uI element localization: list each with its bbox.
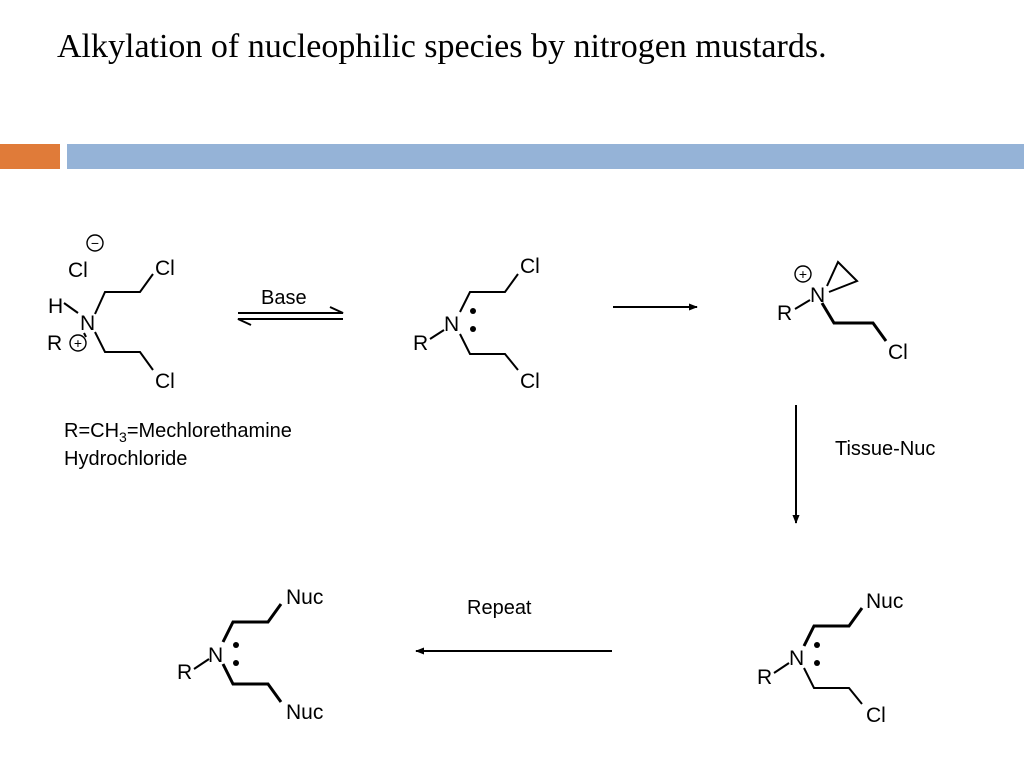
- atom-label-r: R: [47, 332, 63, 355]
- atom-label-nuc-upper: Nuc: [286, 586, 324, 609]
- atom-label-r: R: [777, 302, 793, 325]
- atom-label-cl: Cl: [888, 341, 908, 364]
- molecule-mechlorethamine-hcl: [47, 235, 175, 393]
- arrow-label-base: Base: [261, 287, 307, 309]
- atom-label-r: R: [757, 666, 773, 689]
- atom-label-r: R: [177, 661, 193, 684]
- atom-label-cl-lower: Cl: [520, 370, 540, 393]
- molecule-crosslinked: [177, 586, 323, 724]
- lone-pair-dot: [233, 642, 239, 648]
- atom-label-n: N: [810, 284, 826, 307]
- lone-pair-dot: [470, 326, 476, 332]
- lone-pair-dot: [233, 660, 239, 666]
- atom-label-cl: Cl: [866, 704, 886, 727]
- molecule-free-amine: [413, 255, 540, 393]
- caption-line-2: Hydrochloride: [64, 448, 188, 470]
- lone-pair-dot: [814, 660, 820, 666]
- lone-pair-dot: [814, 642, 820, 648]
- atom-label-chloride: Cl: [68, 259, 88, 282]
- atom-label-n: N: [80, 312, 96, 335]
- slide-title: Alkylation of nucleophilic species by nitrogen mustards.: [57, 28, 827, 65]
- arrow-label-tissue-nuc: Tissue-Nuc: [835, 438, 936, 460]
- equilibrium-arrow: [238, 287, 343, 325]
- svg-text:+: +: [798, 266, 808, 282]
- atom-label-cl-upper: Cl: [155, 257, 175, 280]
- molecule-monoalkylated: [757, 590, 903, 727]
- plus-charge-icon: [70, 335, 86, 351]
- caption-line-1: $R=CH_3=Mechlorethamine$: [64, 420, 292, 445]
- svg-text:−: −: [90, 235, 100, 251]
- molecule-aziridinium-ion: [777, 262, 908, 364]
- atom-label-n: N: [789, 647, 805, 670]
- atom-label-n: N: [444, 313, 460, 336]
- atom-label-r: R: [413, 332, 429, 355]
- atom-label-nuc-lower: Nuc: [286, 701, 324, 724]
- lone-pair-dot: [470, 308, 476, 314]
- atom-label-cl-upper: Cl: [520, 255, 540, 278]
- plus-charge-icon: [795, 266, 811, 282]
- arrow-label-repeat: Repeat: [467, 597, 532, 619]
- svg-text:+: +: [73, 335, 83, 351]
- atom-label-cl-lower: Cl: [155, 370, 175, 393]
- atom-label-n: N: [208, 644, 224, 667]
- atom-label-nuc: Nuc: [866, 590, 904, 613]
- atom-label-h: H: [48, 295, 64, 318]
- minus-charge-icon: [87, 235, 103, 251]
